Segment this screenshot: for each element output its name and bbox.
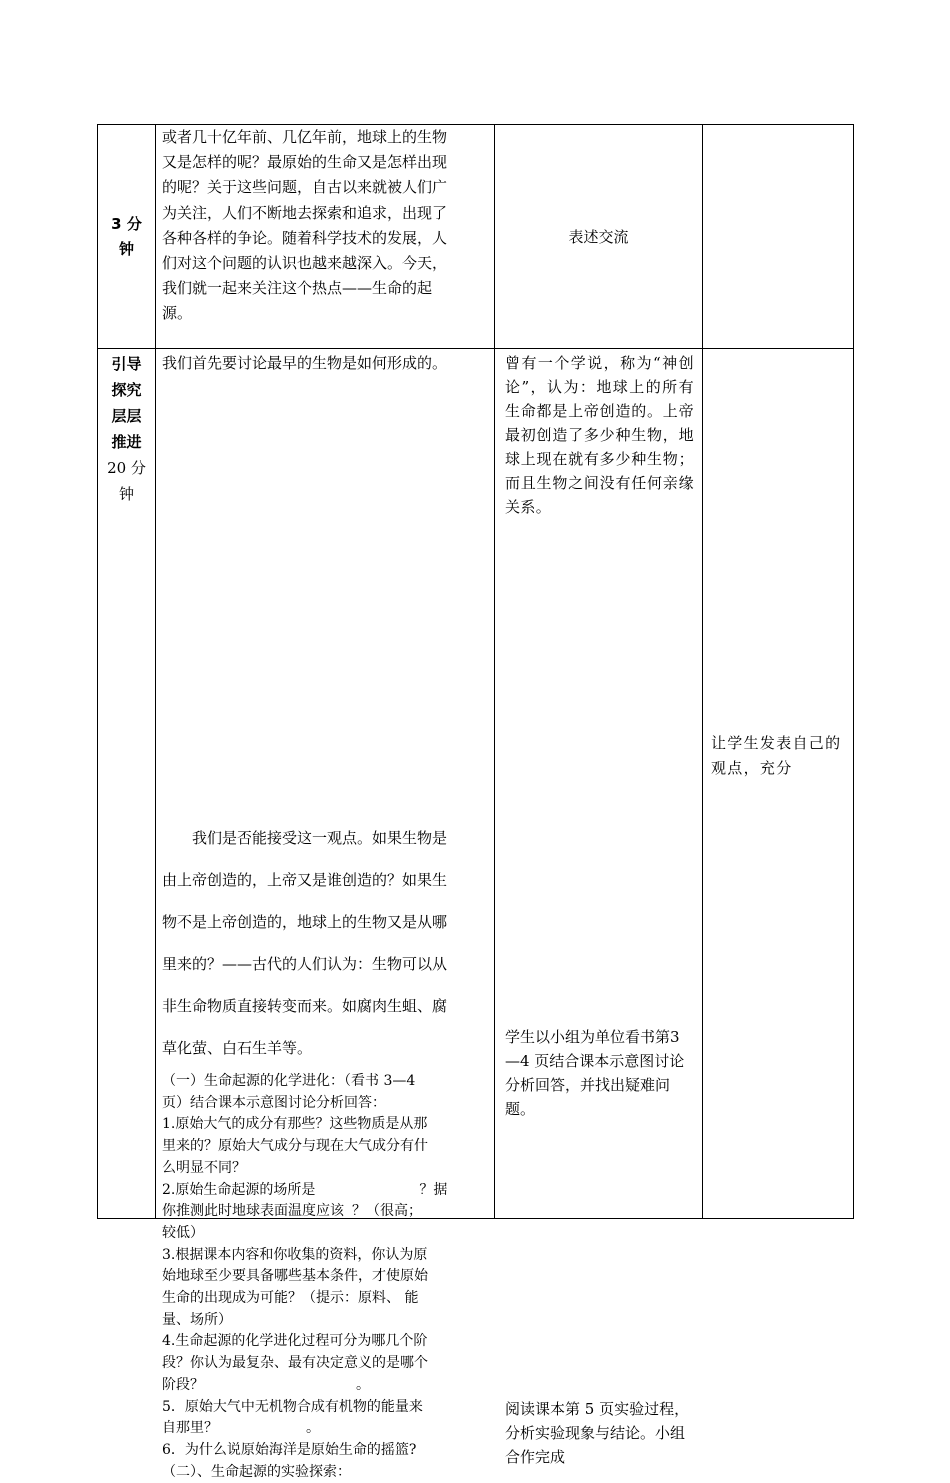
text-line: 4.生命起源的化学进化过程可分为哪几个阶 — [162, 1333, 428, 1350]
text-line: 的呢？关于这些问题，自古以来就被人们广 — [162, 178, 448, 197]
text-line: 3.根据课本内容和你收集的资料，你认为原 — [162, 1246, 428, 1263]
design-intent-cell — [703, 349, 854, 1219]
text-line: 6．为什么说原始海洋是原始生命的摇篮? — [162, 1441, 417, 1458]
text-line: （一）生命起源的化学进化：（看书 3—4 — [162, 1073, 416, 1089]
text-span: 阶段？ — [162, 1376, 204, 1393]
stage-line: 推进 — [111, 433, 142, 451]
teacher-activity-cell — [156, 125, 495, 349]
text-span: 。 — [306, 1420, 320, 1437]
design-intent-text: 让学生发表自己的观点，充分 — [711, 734, 842, 777]
text-span: 自那里？ — [162, 1420, 218, 1437]
text-line: 我们是否能接受这一观点。如果生物是 — [192, 829, 448, 847]
text-line: 页）结合课本示意图讨论分析回答： — [162, 1094, 386, 1111]
text-line: 里来的？——古代的人们认为：生物可以从 — [162, 955, 448, 973]
text-line: 量、场所） — [162, 1311, 232, 1328]
question-list — [162, 1071, 488, 1483]
time-line: 钟 — [118, 485, 134, 503]
text-line: 各种各样的争论。随着科学技术的发展，人 — [162, 228, 448, 247]
text-line: 非生命物质直接转变而来。如腐肉生蛆、腐 — [162, 997, 448, 1015]
text-line: 生命的出现成为可能？（提示：原料、 能 — [162, 1290, 419, 1307]
stage-cell — [98, 349, 156, 1219]
stage-line: 探究 — [111, 381, 142, 399]
time-line: 钟 — [118, 239, 134, 258]
text-line: 或者几十亿年前、几亿年前，地球上的生物 — [162, 128, 448, 146]
text-line: 1.原始大气的成分有那些？这些物质是从那 — [162, 1116, 428, 1133]
text-span: 你推测此时地球表面温度应该 — [162, 1203, 344, 1220]
time-cell — [98, 125, 156, 349]
time-line: 3 分 — [111, 214, 142, 233]
table-row — [98, 125, 854, 349]
text-line: 里来的？原始大气成分与现在大气成分有什 — [162, 1138, 428, 1155]
time-line: 20 分 — [107, 459, 146, 477]
question-line — [162, 1418, 488, 1440]
student-activity-text: 表述交流 — [568, 228, 629, 246]
text-line: 段？你认为最复杂、最有决定意义的是哪个 — [162, 1355, 428, 1372]
student-activity-text: 阅读课本第 5 页实验过程，分析实验现象与结论。小组合作完成 — [505, 1400, 690, 1466]
stage-line: 层层 — [111, 407, 142, 425]
text-line: 由上帝创造的，上帝又是谁创造的？如果生 — [162, 871, 448, 889]
student-activity-text: 学生以小组为单位看书第3—4 页结合课本示意图讨论分析回答，并找出疑难问题。 — [505, 1028, 685, 1118]
student-activity-cell — [495, 349, 703, 1466]
question-line — [162, 1375, 488, 1397]
text-line: 我们就一起来关注这个热点——生命的起 — [162, 279, 433, 298]
design-intent-cell — [703, 125, 854, 349]
text-line: 为关注，人们不断地去探索和追求，出现了 — [162, 203, 448, 222]
student-activity-text: 曾有一个学说，称为“神创论”，认为：地球上的所有生命都是上帝创造的。上帝最初创造了多少种生物，地球上现在就有多少种生物；而且生物之间没有任何亲缘关系。 — [505, 354, 694, 516]
question-line — [162, 1180, 488, 1202]
text-span: 2.原始生命起源的场所是 — [162, 1181, 316, 1198]
text-line: 草化萤、白石生羊等。 — [162, 1039, 313, 1057]
teacher-activity-cell — [156, 349, 495, 1480]
stage-line: 引导 — [111, 355, 142, 373]
text-line: （二）、生命起源的实验探索： — [162, 1463, 351, 1480]
text-line: 我们首先要讨论最早的生物是如何形成的。 — [162, 354, 448, 372]
text-line: 源。 — [162, 304, 193, 323]
text-line: 5．原始大气中无机物合成有机物的能量来 — [162, 1398, 423, 1415]
text-span: 。 — [356, 1376, 370, 1393]
lesson-plan-table — [97, 124, 854, 1480]
text-line: 们对这个问题的认识也越来越深入。今天， — [162, 254, 448, 273]
paragraph — [162, 817, 488, 1069]
text-line: 较低） — [162, 1224, 204, 1241]
question-line — [162, 1201, 488, 1223]
student-activity-cell — [495, 125, 703, 349]
text-span: ？据 — [419, 1181, 448, 1198]
text-span: ？（很高； — [352, 1203, 422, 1220]
table-row — [98, 349, 854, 1219]
text-line: 又是怎样的呢？最原始的生命又是怎样出现 — [162, 153, 448, 172]
text-line: 始地球至少要具备哪些基本条件，才使原始 — [162, 1268, 428, 1285]
text-line: 么明显不同？ — [162, 1159, 246, 1176]
text-line: 物不是上帝创造的，地球上的生物又是从哪 — [162, 913, 448, 931]
